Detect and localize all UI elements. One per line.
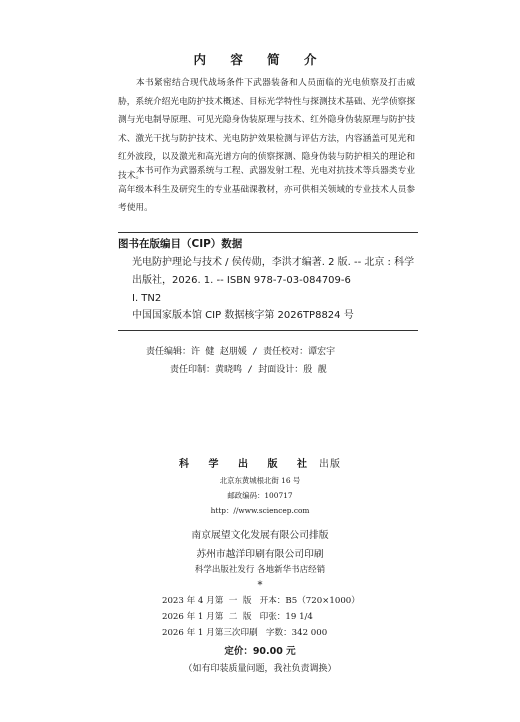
- printer: 苏州市越洋印刷有限公司印刷: [196, 549, 324, 560]
- cip-bottom-rule: [118, 330, 418, 331]
- cip-heading: 图书在版编目（CIP）数据: [118, 238, 243, 250]
- quality-note: （如有印装质量问题，我社负责调换）: [183, 664, 337, 674]
- publisher-postcode: 邮政编码：100717: [227, 491, 293, 500]
- typesetter: 南京展望文化发展有限公司排版: [191, 530, 329, 541]
- edition-line-1: 2023 年 4 月第 一 版 开本：B5（720×1000）: [162, 596, 360, 606]
- edition-line-2: 2026 年 1 月第 二 版 印张：19 1/4: [162, 612, 313, 622]
- editor-credits: 责任编辑：许 健 赵朋媛 / 责任校对：谭宏宇: [146, 347, 336, 357]
- cip-classification: Ⅰ. TN2: [132, 293, 162, 304]
- edition-line-3: 2026 年 1 月第三次印刷 字数：342 000: [162, 628, 328, 638]
- page-title: 内 容 简 介: [193, 52, 327, 67]
- summary-paragraph-2: 本书可作为武器系统与工程、武器发射工程、光电对抗技术等兵器类专业高年级本科生及研究生的专业基础课教材，亦可供相关领域的专业技术人员参考使用。: [118, 166, 415, 213]
- cip-record: 光电防护理论与技术 / 侯传勋，李洪才编著. 2 版. -- 北京 : 科学出版社，2026. 1. -- ISBN 978-7-03-084709-6: [132, 257, 415, 286]
- separator-star: *: [257, 580, 263, 591]
- price: 定价：90.00 元: [224, 646, 296, 657]
- publisher-address: 北京东黄城根北街 16 号: [219, 476, 301, 485]
- publisher-logo-text: 科 学 出 版 社: [179, 459, 315, 470]
- publisher-suffix: 出版: [318, 459, 341, 470]
- distribution: 科学出版社发行 各地新华书店经销: [194, 565, 326, 575]
- cip-number: 中国国家版本馆 CIP 数据核字第 2026TP8824 号: [132, 310, 354, 321]
- summary-paragraph-1: 本书紧密结合现代战场条件下武器装备和人员面临的光电侦察及打击威胁，系统介绍光电防护技术概述、目标光学特性与探测技术基础、光学侦察探测与光电制导原理、可见光隐身伪装原理与技术、红外隐身伪装原理与防护技术、激光干扰与防护技术、光电防护效果检测与评估方法，内容涵盖可见光和红外波段，以及激光和高光谱方向的侦察探测、隐身伪装与防护相关的理论和技术。: [118, 78, 415, 181]
- cip-top-rule: [118, 232, 418, 233]
- production-credits: 责任印制：黄晓鸣 / 封面设计：殷 靓: [170, 365, 327, 375]
- publisher-url: http：//www.sciencep.com: [210, 506, 310, 515]
- publisher-name: [0, 455, 520, 470]
